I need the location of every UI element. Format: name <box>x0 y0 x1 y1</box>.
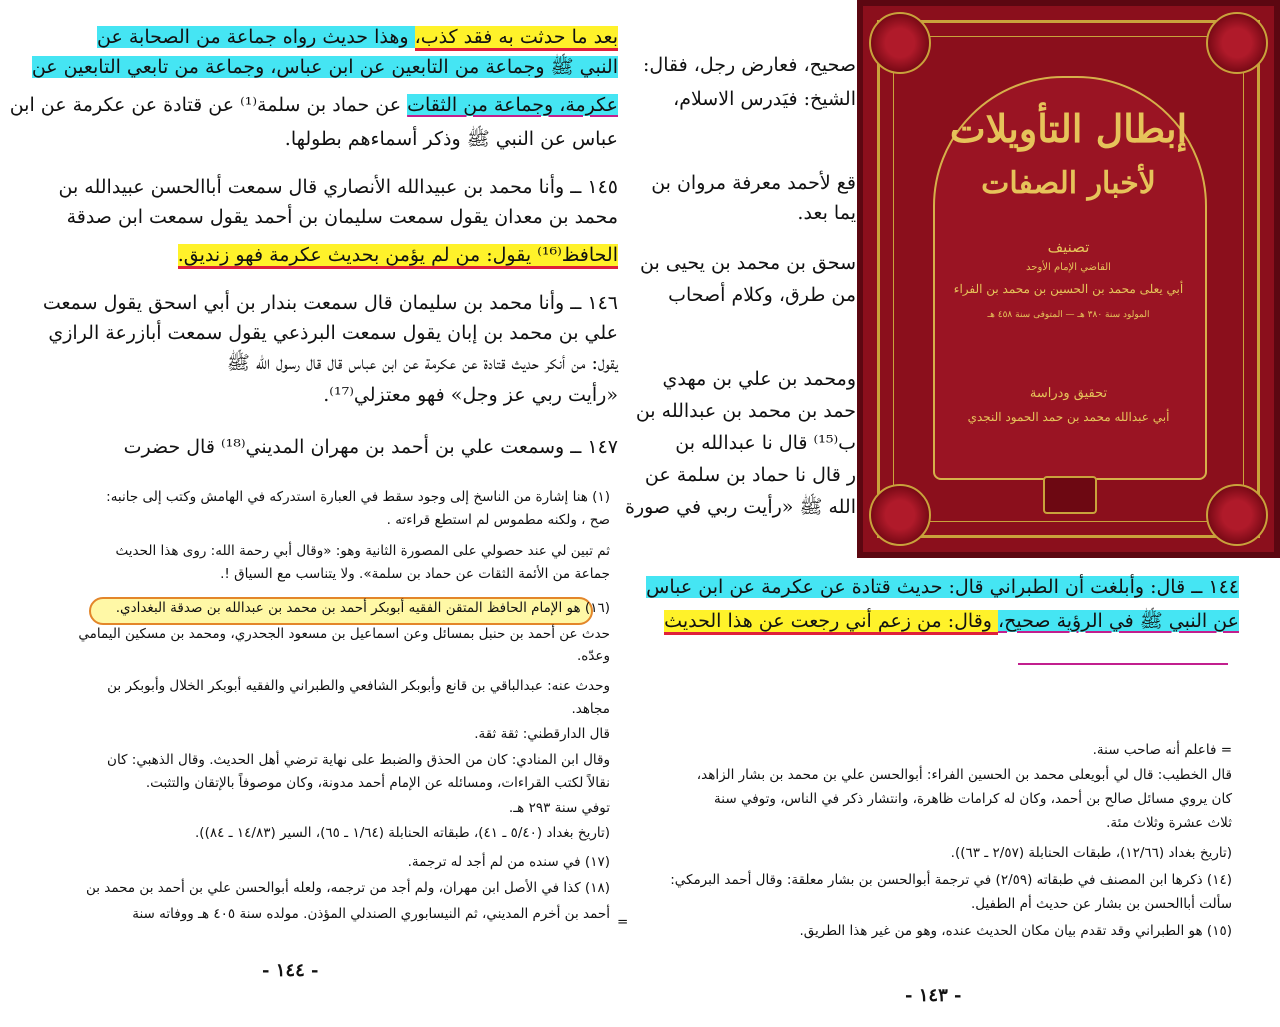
footnote-line: وقال ابن المنادي: كان من الحذق والضبط على نهاية ترضي أهل الحديث. وقال الذهبي: كان <box>107 752 610 768</box>
continuation-mark: = <box>617 914 629 930</box>
cover-author-line1: القاضي الإمام الأوحد <box>1026 262 1111 273</box>
body-line: قع لأحمد معرفة مروان بن <box>651 172 856 194</box>
publisher-logo-icon <box>1043 476 1097 514</box>
cover-author-label: تصنيف <box>1047 238 1090 256</box>
footnote-line: وحدث عنه: عبدالباقي بن قانع وأبوبكر الشافعي والطبراني والفقيه أبوبكر الخلال وأبوبكر بن <box>107 678 610 694</box>
footnote-line: (١٥) هو الطبراني وقد تقدم بيان مكان الحديث عنده، وهو من غير هذا الطريق. <box>799 923 1232 939</box>
text-segment: عن حماد بن سلمة⁽¹⁾ عن قتادة عن عكرمة عن ابن <box>9 94 408 116</box>
footnote-line: = فاعلم أنه صاحب سنة. <box>1092 742 1232 758</box>
body-line <box>18 172 618 202</box>
footnote-line: قال الدارقطني: ثقة ثقة. <box>474 726 610 742</box>
footnote-line: (١٦) هو الإمام الحافظ المتقن الفقيه أبوبكر أحمد بن محمد بن عبدالله بن صدقة البغدادي. <box>115 600 610 616</box>
footnote-line: قال الخطيب: قال لي أبويعلى محمد بن الحسين الفراء: أبوالحسن علي بن محمد بن بشار الزاهد، <box>696 767 1232 783</box>
text-segment: الحافظ⁽¹⁶⁾ يقول: من لم يؤمن بحديث عكرمة فهو زنديق. <box>178 244 618 269</box>
body-line: من طرق، وكلام أصحاب <box>668 284 856 306</box>
cover-corner-ornament <box>1206 12 1268 74</box>
footnote-line: (١٨) كذا في الأصل ابن مهران، ولم أجد من ترجمه، ولعله أبوالحسن علي بن أحمد بن محمد بن <box>85 880 610 896</box>
cover-corner-ornament <box>1206 484 1268 546</box>
page-number-left: - ١٤٤ - <box>262 960 319 981</box>
text-segment: بعد ما حدثت به فقد كذب، <box>415 26 618 51</box>
body-line <box>18 348 618 378</box>
text-segment: يقول: من أنكر حديث قتادة عن عكرمة عن ابن عباس قال قال رسول الله ﷺ <box>226 352 618 374</box>
highlighted-line <box>644 572 1239 602</box>
body-line: يما بعد. <box>797 202 856 224</box>
footnote-line: مجاهد. <box>571 701 610 717</box>
footnote-line: سألت أباالحسن بن بشار عن حديث أم الطفيل. <box>970 896 1232 912</box>
page-number-right: - ١٤٣ - <box>905 985 962 1006</box>
body-line: صحيح، فعارض رجل، فقال: <box>643 54 856 76</box>
body-line: الشيخ: فيَدرس الاسلام، <box>673 88 856 110</box>
text-segment: ١٤٤ ــ قال: وأبلغت أن الطبراني قال: حديث قتادة عن عكرمة عن ابن عباس <box>646 576 1239 598</box>
body-line: حمد بن محمد بن عبدالله بن <box>635 400 856 422</box>
body-line <box>18 240 618 270</box>
footnote-line: ثلاث عشرة وثلاث مئة. <box>1106 815 1232 831</box>
text-segment: «رأيت ربي عز وجل» فهو معتزلي⁽¹⁷⁾. <box>323 384 618 406</box>
text-segment: وهذا حديث رواه جماعة من الصحابة عن <box>97 26 415 48</box>
body-line: سحق بن محمد بن يحيى بن <box>639 252 856 274</box>
cover-editor-label: تحقيق ودراسة <box>1029 386 1108 401</box>
cover-dates: المولود سنة ٣٨٠ هـ — المتوفى سنة ٤٥٨ هـ <box>987 310 1150 320</box>
footnote-line: (١) هنا إشارة من الناسخ إلى وجود سقط في العبارة استدركه في الهامش وكتب إلى جانبه: <box>106 489 610 505</box>
footnote-line: نقالاً لكتب القراءات، ومسائله عن الإمام أحمد مدونة، وكان موصوفاً بالإتقان والتثبت. <box>145 775 610 791</box>
text-segment: محمد بن معدان يقول سمعت سليمان بن أحمد يقول سمعت ابن صدقة <box>66 206 618 228</box>
footnote-line: (تاريخ بغداد (١٢/٦٦)، طبقات الحنابلة (٢/٥٧ ـ ٦٣)). <box>950 845 1232 861</box>
text-segment: عكرمة، وجماعة من الثقات <box>407 94 618 116</box>
text-segment: علي بن محمد بن إبان يقول سمعت البرذعي يقول سمعت أبازرعة الرازي <box>48 322 618 344</box>
footnote-line: كان يروي مسائل صالح بن أحمد، وكان له كرامات ظاهرة، وانتشار ذكر في الناس، وتوفي سنة <box>714 791 1232 807</box>
footnote-line: (١٤) ذكرها ابن المصنف في طبقاته (٢/٥٩) في ترجمة أبوالحسن بن بشار معلقة: وقال أحمد البرمكي: <box>670 872 1232 888</box>
body-line <box>18 380 618 410</box>
body-line <box>18 432 618 462</box>
text-segment: وقال: من زعم أني رجعت عن هذا الحديث <box>664 610 998 635</box>
body-line <box>18 124 618 154</box>
footnote-line: وعدّه. <box>576 648 610 664</box>
body-line: الله ﷺ «رأيت ربي في صورة <box>624 496 856 518</box>
text-segment: عن النبي ﷺ في الرؤية صحيح، <box>998 610 1239 632</box>
body-line <box>18 52 618 82</box>
body-line <box>18 288 618 318</box>
body-line: ب⁽¹⁵⁾ قال نا عبدالله بن <box>675 432 856 454</box>
cover-author-line2: أبي يعلى محمد بن الحسين بن محمد بن الفراء <box>953 282 1184 296</box>
text-segment: النبي ﷺ وجماعة من التابعين عن ابن عباس، وجماعة من تابعي التابعين عن <box>31 56 618 78</box>
body-line: ر قال نا حماد بن سلمة عن <box>644 464 856 486</box>
text-segment: ١٤٧ ــ وسمعت علي بن أحمد بن مهران المديني⁽¹⁸⁾ قال حضرت <box>123 436 618 458</box>
footnote-line: جماعة من الأئمة الثقات عن حماد بن سلمة». ولا يتناسب مع السياق !. <box>220 566 610 582</box>
body-line <box>18 22 618 52</box>
text-segment: عباس عن النبي ﷺ وذكر أسماءهم بطولها. <box>284 128 618 150</box>
cover-title-line2: لأخبار الصفات <box>981 166 1156 201</box>
body-line: ومحمد بن علي بن مهدي <box>662 368 856 390</box>
body-line <box>18 318 618 348</box>
footnote-line: توفي سنة ٢٩٣ هـ. <box>508 800 610 816</box>
book-cover-image <box>857 0 1280 558</box>
cover-corner-ornament <box>869 12 931 74</box>
text-segment: ١٤٥ ــ وأنا محمد بن عبيدالله الأنصاري قال سمعت أباالحسن عبيدالله بن <box>58 176 618 198</box>
magenta-rule <box>1018 663 1228 665</box>
cover-title-line1: إبطال التأويلات <box>949 106 1188 151</box>
footnote-line: صح ، ولكنه مطموس لم استطع قراءته . <box>386 512 610 528</box>
footnote-line: أحمد بن أخرم المديني، ثم النيسابوري الصندلي المؤذن. مولده سنة ٤٠٥ هـ ووفاته سنة <box>132 906 610 922</box>
text-segment: ١٤٦ ــ وأنا محمد بن سليمان قال سمعت بندار بن أبي اسحق يقول سمعت <box>42 292 618 314</box>
footnote-line: (تاريخ بغداد (٥/٤٠ ـ ٤١)، طبقاته الحنابلة (١/٦٤ ـ ٦٥)، السير (١٤/٨٣ ـ ٨٤)). <box>195 825 610 841</box>
cover-editor-name: أبي عبدالله محمد بن حمد الحمود النجدي <box>967 410 1170 424</box>
footnote-line: ثم تبين لي عند حصولي على المصورة الثانية وهو: «وقال أبي رحمة الله: روى هذا الحديث <box>115 543 610 559</box>
highlighted-line <box>644 606 1239 636</box>
cover-corner-ornament <box>869 484 931 546</box>
body-line <box>18 202 618 232</box>
body-line <box>9 90 618 120</box>
footnote-line: حدث عن أحمد بن حنبل بمسائل وعن اسماعيل بن مسعود الجحدري، ومحمد بن مسكين اليمامي <box>78 626 610 642</box>
footnote-line: (١٧) في سنده من لم أجد له ترجمة. <box>407 854 610 870</box>
